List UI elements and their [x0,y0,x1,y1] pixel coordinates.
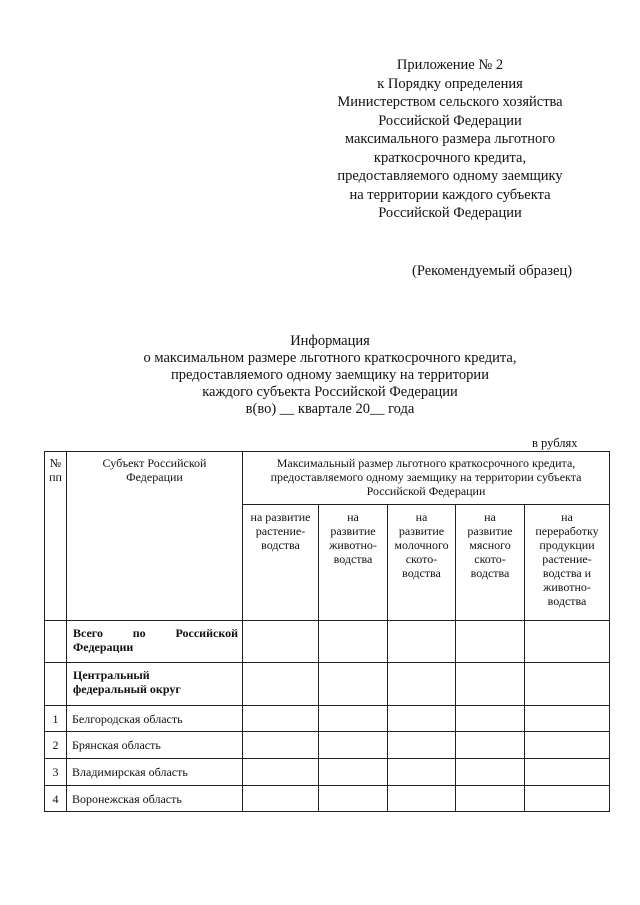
table-cell [388,786,456,812]
row-subject-name: Брянская область [67,732,243,759]
table-cell [319,732,388,759]
table-cell [319,621,388,663]
table-row [45,786,610,812]
total-row-label: Всего по Российской Федерации [67,621,243,663]
title-line: о максимальном размере льготного краткосрочного кредита, [143,350,517,366]
table-cell [388,759,456,786]
document-title [80,333,580,418]
table-row [45,759,610,786]
district-row-label: Центральный федеральный округ [67,663,243,706]
row-number: 1 [45,706,67,732]
header-col-dairy: на развитие молочного ското-водства [388,505,456,621]
header-num: № пп [45,452,67,621]
table-cell [525,621,610,663]
row-number: 4 [45,786,67,812]
table-cell [243,621,319,663]
table-cell [456,621,525,663]
table-cell [525,663,610,706]
appendix-line: краткосрочного кредита, [373,149,527,166]
units-label: в рублях [532,436,578,450]
table-cell [388,732,456,759]
table-cell [243,786,319,812]
table-cell [388,663,456,706]
title-line: каждого субъекта Российской Федерации [202,384,458,400]
appendix-line: Приложение № 2 [396,57,504,73]
appendix-line: Российской Федерации [378,205,522,221]
row-subject-name: Владимирская область [67,759,243,786]
table-cell [456,786,525,812]
row-subject-name: Воронежская область [67,786,243,812]
table-cell [456,663,525,706]
appendix-reference [300,56,600,223]
title-line: предоставляемого одному заемщику на территории [171,367,489,383]
appendix-line: к Порядку определения [377,75,523,92]
credit-table [44,451,610,812]
table-cell [525,786,610,812]
appendix-line: на территории каждого субъекта [349,186,551,203]
table-cell [319,759,388,786]
appendix-line: предоставляемого одному заемщику [337,168,563,184]
total-row [45,621,610,663]
table-cell [388,621,456,663]
table-cell [45,621,67,663]
table-cell [45,663,67,706]
table-cell [243,759,319,786]
row-subject-name: Белгородская область [67,706,243,732]
table-cell [243,706,319,732]
table-cell [456,732,525,759]
sample-label: (Рекомендуемый образец) [412,263,573,279]
district-row [45,663,610,706]
table-cell [525,759,610,786]
table-cell [525,732,610,759]
appendix-line: максимального размера льготного [344,131,556,147]
header-col-crop: на развитие растение-водства [243,505,319,621]
table-cell [388,706,456,732]
header-group: Максимальный размер льготного краткосрочного кредита, предоставляемого одному заемщику на территории субъекта Российской Федерации [243,452,610,505]
table-cell [525,706,610,732]
title-line: Информация [290,333,370,349]
header-col-meat: на развитие мясного ското-водства [456,505,525,621]
row-number: 2 [45,732,67,759]
table-cell [456,759,525,786]
table-row [45,732,610,759]
row-number: 3 [45,759,67,786]
appendix-line: Российской Федерации [378,112,522,129]
header-subject: Субъект Российской Федерации [67,452,243,621]
title-line: в(во) __ квартале 20__ года [245,401,415,417]
header-col-livestock: на развитие животно-водства [319,505,388,621]
table-cell [456,706,525,732]
table-cell [243,663,319,706]
table-cell [319,663,388,706]
table-cell [243,732,319,759]
appendix-line: Министерством сельского хозяйства [337,94,563,110]
table-cell [319,786,388,812]
header-col-processing: на переработку продукции растение-водства и животно-водства [525,505,610,621]
table-cell [319,706,388,732]
table-row [45,706,610,732]
